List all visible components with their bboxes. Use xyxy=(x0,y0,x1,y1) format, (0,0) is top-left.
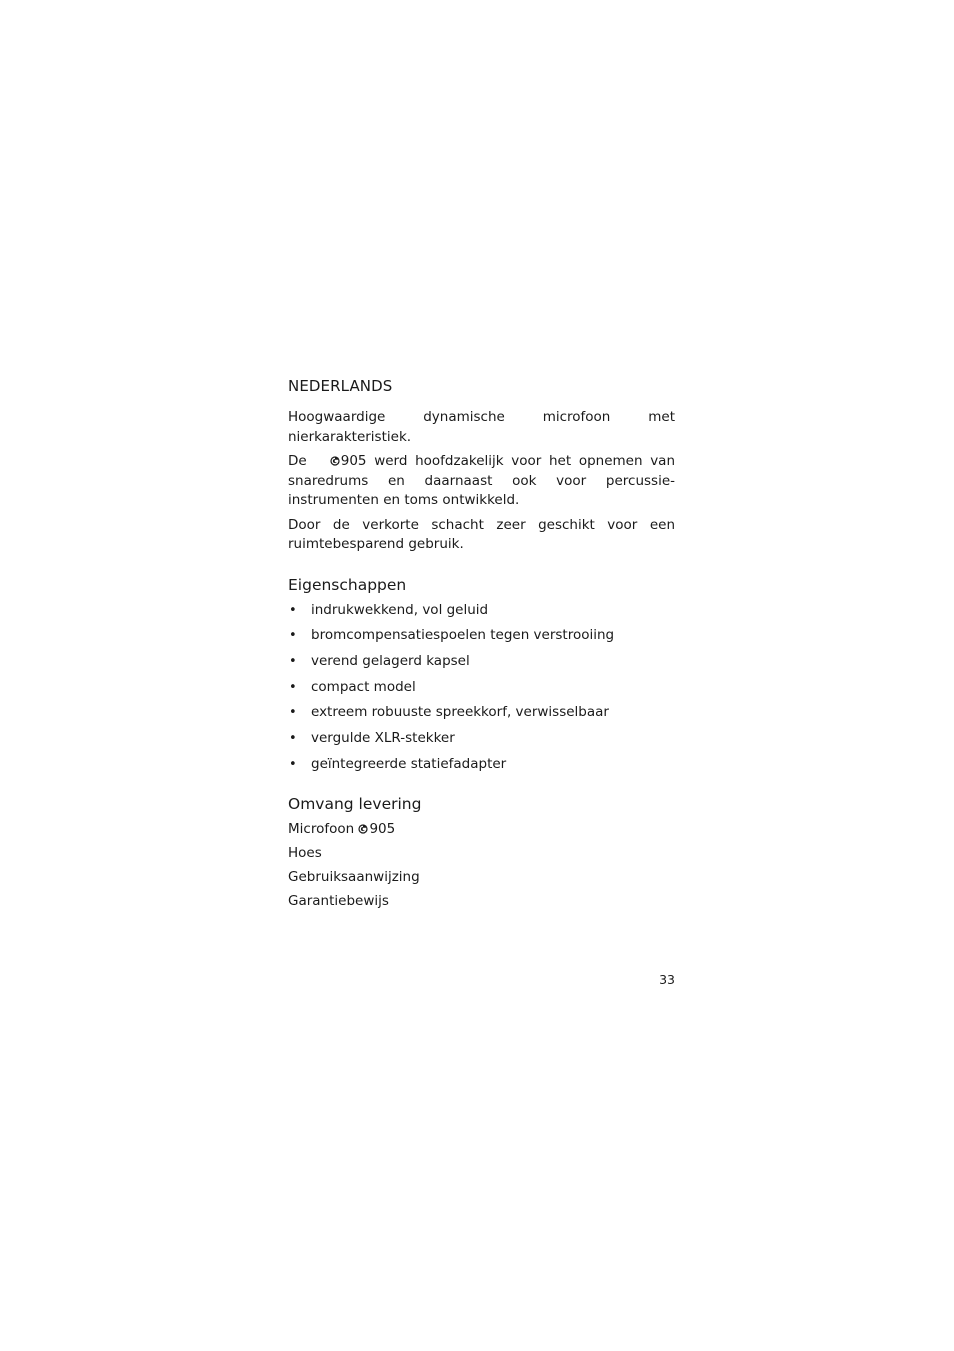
intro-paragraph-3: Door de verkorte schacht zeer geschikt voor een ruimtebesparend gebruik. xyxy=(288,516,675,552)
intro-paragraph-2-prefix: De xyxy=(288,453,307,469)
bullet-icon: • xyxy=(289,705,297,721)
bullet-icon: • xyxy=(289,756,297,772)
intro-paragraph-1 xyxy=(288,408,675,447)
intro-paragraph-2-rest: werd hoofdzakelijk voor het opnemen van snaredrums en daarnaast ook voor percussie-instrumenten en toms ontwikkeld. xyxy=(288,453,676,508)
brand-logo-icon xyxy=(358,824,368,834)
intro-paragraph-1-line-1: Hoogwaardige dynamische microfoon met xyxy=(288,409,675,425)
bullet-icon: • xyxy=(289,679,297,695)
list-item xyxy=(288,703,675,722)
list-item-text: geïntegreerde statiefadapter xyxy=(311,755,507,772)
features-heading: Eigenschappen xyxy=(288,575,407,594)
delivery-item-microphone-label: Microfoon xyxy=(288,820,355,837)
delivery-heading: Omvang levering xyxy=(288,794,422,813)
list-item xyxy=(288,678,675,697)
delivery-item-microphone xyxy=(288,820,675,839)
intro-paragraph-2-model: 905 xyxy=(340,453,367,469)
list-item-text: extreem robuuste spreekkorf, verwisselbaar xyxy=(311,704,609,721)
bullet-icon: • xyxy=(289,602,297,618)
bullet-icon: • xyxy=(289,628,297,644)
bullet-icon: • xyxy=(289,730,297,746)
delivery-item-microphone-model: 905 xyxy=(369,820,396,837)
page-number: 33 xyxy=(659,972,675,987)
list-item xyxy=(288,601,675,620)
list-item-text: bromcompensatiespoelen tegen verstrooiing xyxy=(311,627,615,644)
intro-paragraph-1-line-2: nierkarakteristiek. xyxy=(288,428,412,445)
brand-logo-icon xyxy=(330,456,340,466)
list-item xyxy=(288,755,675,774)
delivery-item-warranty: Garantiebewijs xyxy=(288,892,389,909)
delivery-item-case: Hoes xyxy=(288,844,322,861)
delivery-item-manual: Gebruiksaanwijzing xyxy=(288,868,420,885)
intro-paragraph-2 xyxy=(288,452,675,511)
bullet-icon: • xyxy=(289,653,297,669)
list-item-text: vergulde XLR-stekker xyxy=(311,729,455,746)
list-item-text: compact model xyxy=(311,678,416,695)
section-title: NEDERLANDS xyxy=(288,377,393,395)
list-item xyxy=(288,652,675,671)
list-item-text: verend gelagerd kapsel xyxy=(311,652,470,669)
manual-page-content xyxy=(288,376,675,916)
list-item xyxy=(288,729,675,748)
features-list xyxy=(288,601,675,774)
list-item-text: indrukwekkend, vol geluid xyxy=(311,601,489,618)
list-item xyxy=(288,626,675,645)
